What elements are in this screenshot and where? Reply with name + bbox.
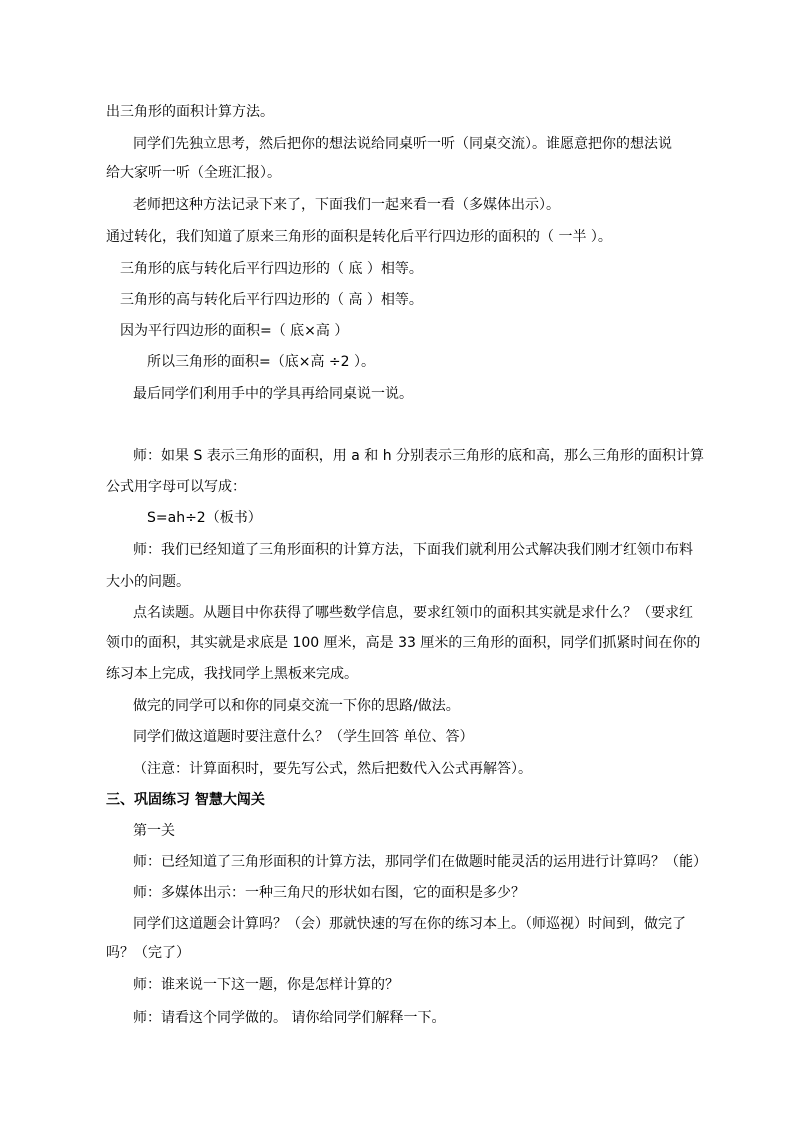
- text-line-6: 三角形的底与转化后平行四边形的（ 底 ）相等。: [120, 261, 423, 277]
- text-line-18: 练习本上完成，我找同学上黑板来完成。: [106, 666, 358, 682]
- text-line-1: 出三角形的面积计算方法。: [106, 104, 274, 120]
- section-heading: 三、巩固练习 智慧大闯关: [106, 792, 265, 808]
- text-line-29: 师：请看这个同学做的。 请你给同学们解释一下。: [133, 1010, 446, 1026]
- text-line-9: 所以三角形的面积=（底×高 ÷2 ）。: [147, 354, 375, 370]
- text-line-3: 给大家听一听（全班汇报）。: [106, 165, 281, 181]
- text-line-4: 老师把这种方法记录下来了，下面我们一起来看一看（多媒体出示）。: [133, 197, 560, 213]
- text-line-20: 同学们做这道题时要注意什么？（学生回答 单位、答）: [133, 729, 474, 745]
- text-line-12: 公式用字母可以写成：: [106, 479, 246, 495]
- text-line-17: 领巾的面积，其实就是求底是 100 厘米，高是 33 厘米的三角形的面积，同学们抓紧时间在你的: [106, 635, 701, 651]
- text-line-19: 做完的同学可以和你的同桌交流一下你的思路/做法。: [133, 698, 460, 714]
- text-line-7: 三角形的高与转化后平行四边形的（ 高 ）相等。: [120, 292, 423, 308]
- text-line-25: 师：多媒体出示：一种三角尺的形状如右图，它的面积是多少？: [133, 885, 525, 901]
- text-line-23: 第一关: [133, 823, 175, 839]
- text-line-13: S=ah÷2（板书）: [147, 510, 262, 526]
- text-line-27: 吗？（完了）: [106, 945, 190, 961]
- text-line-21: （注意：计算面积时，要先写公式，然后把数代入公式再解答）。: [133, 761, 532, 777]
- text-line-5: 通过转化，我们知道了原来三角形的面积是转化后平行四边形的面积的（ 一半 ）。: [106, 229, 612, 245]
- text-line-11: 师：如果 S 表示三角形的面积，用 a 和 h 分别表示三角形的底和高，那么三角形的面积计算: [133, 448, 705, 464]
- text-line-14: 师：我们已经知道了三角形面积的计算方法，下面我们就利用公式解决我们刚才红领巾布料: [133, 542, 693, 558]
- text-line-8: 因为平行四边形的面积=（ 底×高 ）: [120, 323, 349, 339]
- text-line-24: 师：已经知道了三角形面积的计算方法，那同学们在做题时能灵活的运用进行计算吗？（能）: [133, 854, 707, 870]
- text-line-26: 同学们这道题会计算吗？（会）那就快速的写在你的练习本上。（师巡视）时间到，做完了: [133, 916, 686, 932]
- text-line-10: 最后同学们利用手中的学具再给同桌说一说。: [133, 386, 413, 402]
- text-line-28: 师：谁来说一下这一题，你是怎样计算的？: [133, 977, 399, 993]
- text-line-2: 同学们先独立思考，然后把你的想法说给同桌听一听（同桌交流）。谁愿意把你的想法说: [133, 136, 672, 152]
- text-line-16: 点名读题。从题目中你获得了哪些数学信息，要求红领巾的面积其实就是求什么？（要求红: [133, 605, 693, 621]
- text-line-15: 大小的问题。: [106, 574, 190, 590]
